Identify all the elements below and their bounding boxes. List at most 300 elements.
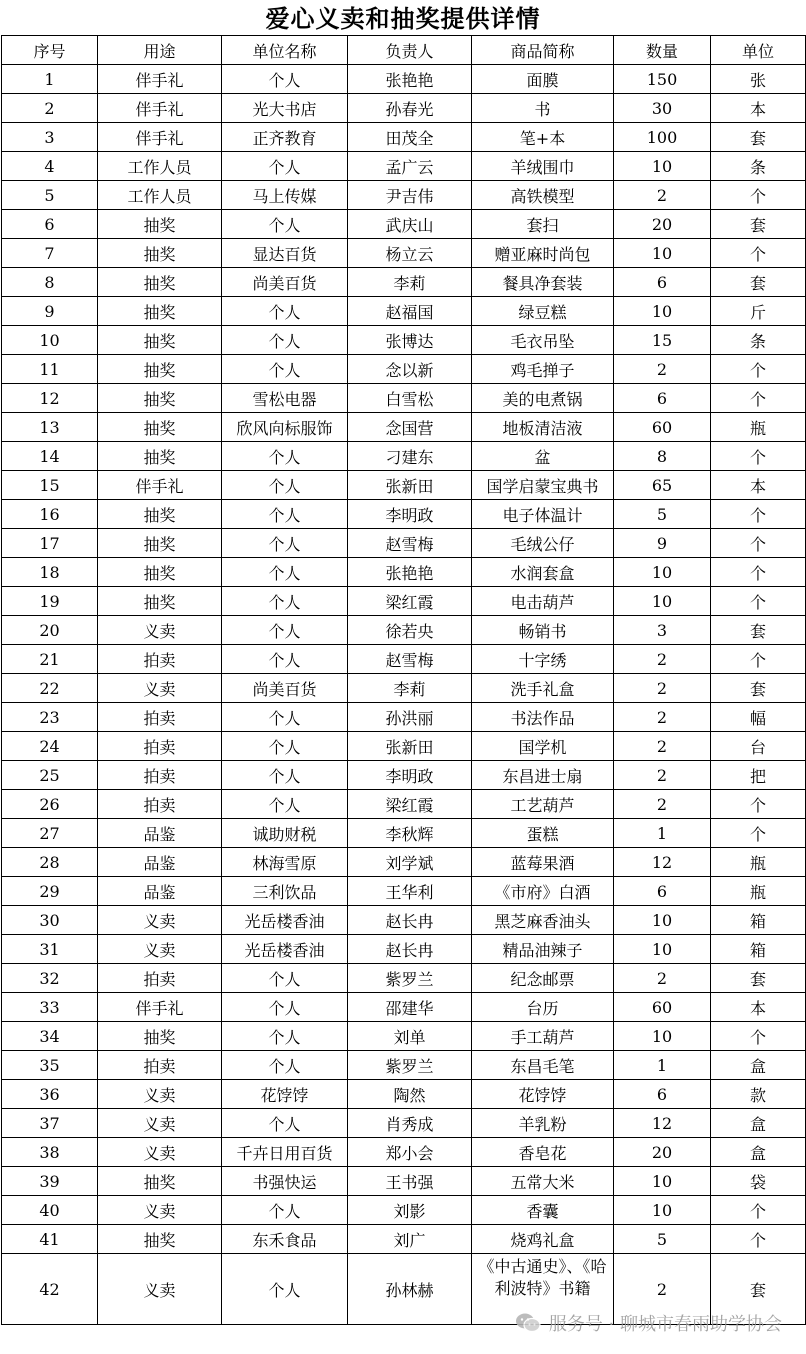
header-cell-measure: 单位 [711,36,806,65]
cell-measure: 个 [711,819,806,848]
cell-person: 赵福国 [348,297,472,326]
cell-measure: 款 [711,1080,806,1109]
cell-person: 李明政 [348,500,472,529]
cell-measure: 台 [711,732,806,761]
cell-usage: 伴手礼 [98,471,222,500]
table-row [2,587,806,616]
watermark [515,1310,782,1336]
table-row [2,268,806,297]
cell-product: 东昌进士扇 [472,761,614,790]
cell-quantity: 2 [614,964,711,993]
cell-seq: 28 [2,848,98,877]
cell-quantity: 15 [614,326,711,355]
cell-person: 白雪松 [348,384,472,413]
table-row [2,181,806,210]
cell-unit-name: 尚美百货 [222,674,348,703]
cell-unit-name: 雪松电器 [222,384,348,413]
cell-person: 赵长冉 [348,935,472,964]
cell-quantity: 2 [614,703,711,732]
cell-unit-name: 个人 [222,558,348,587]
cell-product: 绿豆糕 [472,297,614,326]
cell-quantity: 2 [614,181,711,210]
watermark-text: 服务号 · 聊城市春雨助学协会 [548,1314,782,1335]
cell-quantity: 30 [614,94,711,123]
cell-usage: 抽奖 [98,268,222,297]
cell-usage: 拍卖 [98,790,222,819]
cell-person: 紫罗兰 [348,964,472,993]
cell-person: 田茂全 [348,123,472,152]
cell-quantity: 2 [614,790,711,819]
cell-measure: 套 [711,616,806,645]
cell-seq: 5 [2,181,98,210]
table-row [2,413,806,442]
cell-person: 张新田 [348,471,472,500]
cell-person: 孟广云 [348,152,472,181]
cell-measure: 个 [711,355,806,384]
cell-measure: 瓶 [711,877,806,906]
cell-usage: 抽奖 [98,558,222,587]
cell-product: 羊乳粉 [472,1109,614,1138]
cell-measure: 个 [711,181,806,210]
cell-unit-name: 个人 [222,645,348,674]
cell-quantity: 12 [614,848,711,877]
cell-quantity: 2 [614,645,711,674]
cell-person: 赵长冉 [348,906,472,935]
cell-product: 羊绒围巾 [472,152,614,181]
cell-person: 刘广 [348,1225,472,1254]
cell-unit-name: 个人 [222,761,348,790]
cell-unit-name: 花饽饽 [222,1080,348,1109]
cell-person: 刘单 [348,1022,472,1051]
cell-usage: 拍卖 [98,645,222,674]
cell-unit-name: 三利饮品 [222,877,348,906]
cell-seq: 10 [2,326,98,355]
cell-quantity: 10 [614,1196,711,1225]
cell-seq: 11 [2,355,98,384]
cell-product: 国学机 [472,732,614,761]
cell-person: 尹吉伟 [348,181,472,210]
table-row [2,906,806,935]
cell-product: 洗手礼盒 [472,674,614,703]
cell-usage: 抽奖 [98,500,222,529]
cell-quantity: 2 [614,355,711,384]
cell-usage: 拍卖 [98,964,222,993]
cell-product: 书法作品 [472,703,614,732]
cell-usage: 伴手礼 [98,94,222,123]
table-row [2,1225,806,1254]
cell-person: 孙洪丽 [348,703,472,732]
cell-seq: 12 [2,384,98,413]
table-row [2,239,806,268]
cell-seq: 22 [2,674,98,703]
table-row [2,877,806,906]
cell-measure: 套 [711,964,806,993]
cell-product: 毛衣吊坠 [472,326,614,355]
cell-usage: 品鉴 [98,877,222,906]
cell-usage: 工作人员 [98,181,222,210]
cell-unit-name: 林海雪原 [222,848,348,877]
cell-unit-name: 个人 [222,1254,348,1325]
cell-product: 蛋糕 [472,819,614,848]
cell-quantity: 5 [614,500,711,529]
cell-person: 紫罗兰 [348,1051,472,1080]
cell-seq: 7 [2,239,98,268]
cell-quantity: 20 [614,1138,711,1167]
cell-unit-name: 个人 [222,1051,348,1080]
cell-quantity: 2 [614,761,711,790]
cell-usage: 伴手礼 [98,65,222,94]
table-row [2,94,806,123]
cell-quantity: 2 [614,732,711,761]
cell-person: 李莉 [348,268,472,297]
cell-quantity: 6 [614,1080,711,1109]
cell-quantity: 2 [614,674,711,703]
cell-product: 香囊 [472,1196,614,1225]
cell-seq: 9 [2,297,98,326]
cell-seq: 1 [2,65,98,94]
cell-unit-name: 光大书店 [222,94,348,123]
header-cell-unit-name: 单位名称 [222,36,348,65]
cell-measure: 箱 [711,906,806,935]
cell-usage: 抽奖 [98,1225,222,1254]
cell-person: 李秋辉 [348,819,472,848]
cell-unit-name: 光岳楼香油 [222,906,348,935]
cell-measure: 套 [711,674,806,703]
table-row [2,732,806,761]
cell-seq: 40 [2,1196,98,1225]
cell-usage: 抽奖 [98,1167,222,1196]
cell-measure: 套 [711,210,806,239]
cell-seq: 33 [2,993,98,1022]
cell-measure: 个 [711,442,806,471]
cell-unit-name: 书强快运 [222,1167,348,1196]
cell-seq: 16 [2,500,98,529]
cell-unit-name: 个人 [222,442,348,471]
cell-quantity: 10 [614,239,711,268]
cell-product: 《市府》白酒 [472,877,614,906]
cell-usage: 抽奖 [98,587,222,616]
cell-seq: 32 [2,964,98,993]
table-row [2,1138,806,1167]
table-row [2,1080,806,1109]
cell-product: 纪念邮票 [472,964,614,993]
cell-measure: 盒 [711,1138,806,1167]
cell-seq: 36 [2,1080,98,1109]
cell-seq: 26 [2,790,98,819]
cell-measure: 个 [711,790,806,819]
cell-measure: 盒 [711,1051,806,1080]
cell-person: 赵雪梅 [348,645,472,674]
cell-usage: 抽奖 [98,297,222,326]
cell-measure: 个 [711,645,806,674]
cell-usage: 义卖 [98,935,222,964]
table-row [2,761,806,790]
cell-measure: 个 [711,1022,806,1051]
cell-person: 孙春光 [348,94,472,123]
cell-seq: 2 [2,94,98,123]
cell-person: 李明政 [348,761,472,790]
cell-usage: 品鉴 [98,848,222,877]
cell-person: 徐若央 [348,616,472,645]
cell-product: 电子体温计 [472,500,614,529]
cell-product: 餐具净套装 [472,268,614,297]
cell-person: 郑小会 [348,1138,472,1167]
cell-product: 面膜 [472,65,614,94]
cell-seq: 31 [2,935,98,964]
cell-quantity: 8 [614,442,711,471]
cell-unit-name: 千卉日用百货 [222,1138,348,1167]
cell-seq: 19 [2,587,98,616]
cell-measure: 条 [711,152,806,181]
cell-product: 赠亚麻时尚包 [472,239,614,268]
cell-unit-name: 马上传媒 [222,181,348,210]
cell-usage: 伴手礼 [98,993,222,1022]
table-row [2,384,806,413]
cell-measure: 条 [711,326,806,355]
cell-seq: 14 [2,442,98,471]
cell-usage: 义卖 [98,1138,222,1167]
cell-person: 张艳艳 [348,65,472,94]
cell-seq: 15 [2,471,98,500]
cell-usage: 拍卖 [98,732,222,761]
table-row [2,326,806,355]
cell-measure: 本 [711,94,806,123]
cell-person: 李莉 [348,674,472,703]
cell-quantity: 10 [614,558,711,587]
cell-unit-name: 东禾食品 [222,1225,348,1254]
cell-quantity: 100 [614,123,711,152]
cell-unit-name: 个人 [222,152,348,181]
cell-product: 书 [472,94,614,123]
table-row [2,819,806,848]
cell-quantity: 20 [614,210,711,239]
table-row [2,935,806,964]
cell-product: 电击葫芦 [472,587,614,616]
cell-measure: 个 [711,239,806,268]
cell-seq: 35 [2,1051,98,1080]
cell-unit-name: 个人 [222,732,348,761]
cell-measure: 箱 [711,935,806,964]
cell-quantity: 60 [614,993,711,1022]
cell-quantity: 10 [614,906,711,935]
cell-usage: 义卖 [98,616,222,645]
table-row [2,355,806,384]
cell-seq: 38 [2,1138,98,1167]
cell-measure: 个 [711,558,806,587]
cell-unit-name: 个人 [222,326,348,355]
cell-person: 杨立云 [348,239,472,268]
cell-person: 武庆山 [348,210,472,239]
cell-person: 赵雪梅 [348,529,472,558]
cell-usage: 义卖 [98,1254,222,1325]
cell-usage: 抽奖 [98,442,222,471]
cell-seq: 30 [2,906,98,935]
wechat-icon [515,1312,541,1334]
cell-seq: 41 [2,1225,98,1254]
header-cell-product: 商品简称 [472,36,614,65]
detail-table [1,35,806,1325]
cell-seq: 17 [2,529,98,558]
cell-unit-name: 个人 [222,500,348,529]
cell-person: 张新田 [348,732,472,761]
cell-seq: 34 [2,1022,98,1051]
cell-product: 台历 [472,993,614,1022]
cell-product: 毛绒公仔 [472,529,614,558]
cell-seq: 4 [2,152,98,181]
cell-product: 盆 [472,442,614,471]
cell-usage: 抽奖 [98,529,222,558]
cell-unit-name: 个人 [222,355,348,384]
cell-person: 邵建华 [348,993,472,1022]
cell-product: 套扫 [472,210,614,239]
cell-seq: 23 [2,703,98,732]
cell-product: 十字绣 [472,645,614,674]
cell-measure: 把 [711,761,806,790]
cell-quantity: 2 [614,1254,711,1325]
cell-unit-name: 个人 [222,964,348,993]
cell-product: 东昌毛笔 [472,1051,614,1080]
cell-unit-name: 个人 [222,471,348,500]
cell-product: 地板清洁液 [472,413,614,442]
cell-usage: 义卖 [98,1196,222,1225]
cell-quantity: 6 [614,877,711,906]
cell-product: 花饽饽 [472,1080,614,1109]
cell-usage: 抽奖 [98,239,222,268]
cell-quantity: 60 [614,413,711,442]
cell-measure: 个 [711,1196,806,1225]
cell-unit-name: 光岳楼香油 [222,935,348,964]
table-row [2,1051,806,1080]
cell-measure: 套 [711,1254,806,1325]
cell-measure: 套 [711,123,806,152]
table-body [2,65,806,1325]
table-row [2,297,806,326]
cell-seq: 24 [2,732,98,761]
cell-seq: 6 [2,210,98,239]
cell-product: 香皂花 [472,1138,614,1167]
cell-quantity: 10 [614,935,711,964]
table-row [2,616,806,645]
cell-measure: 套 [711,268,806,297]
page-title: 爱心义卖和抽奖提供详情 [265,4,541,33]
cell-quantity: 10 [614,297,711,326]
cell-measure: 瓶 [711,413,806,442]
table-row [2,1109,806,1138]
table-row [2,848,806,877]
table-row [2,993,806,1022]
table-row [2,1196,806,1225]
cell-product: 《中古通史》、《哈利波特》书籍 [472,1254,614,1325]
cell-unit-name: 个人 [222,210,348,239]
cell-measure: 个 [711,500,806,529]
cell-usage: 义卖 [98,1080,222,1109]
cell-quantity: 10 [614,1167,711,1196]
cell-unit-name: 个人 [222,65,348,94]
cell-product: 手工葫芦 [472,1022,614,1051]
cell-measure: 本 [711,471,806,500]
cell-quantity: 9 [614,529,711,558]
header-cell-quantity: 数量 [614,36,711,65]
cell-measure: 个 [711,1225,806,1254]
cell-seq: 42 [2,1254,98,1325]
cell-quantity: 6 [614,384,711,413]
cell-product: 精品油辣子 [472,935,614,964]
cell-product: 高铁模型 [472,181,614,210]
cell-person: 陶然 [348,1080,472,1109]
cell-person: 张博达 [348,326,472,355]
cell-seq: 21 [2,645,98,674]
cell-usage: 抽奖 [98,413,222,442]
table-row [2,645,806,674]
cell-product: 蓝莓果酒 [472,848,614,877]
cell-measure: 斤 [711,297,806,326]
cell-usage: 抽奖 [98,355,222,384]
cell-product: 工艺葫芦 [472,790,614,819]
cell-seq: 20 [2,616,98,645]
cell-product: 黑芝麻香油头 [472,906,614,935]
cell-product: 五常大米 [472,1167,614,1196]
cell-unit-name: 个人 [222,297,348,326]
cell-unit-name: 正齐教育 [222,123,348,152]
cell-person: 念以新 [348,355,472,384]
cell-product: 畅销书 [472,616,614,645]
cell-person: 王书强 [348,1167,472,1196]
cell-measure: 个 [711,587,806,616]
cell-measure: 个 [711,529,806,558]
cell-quantity: 10 [614,587,711,616]
cell-product: 美的电煮锅 [472,384,614,413]
header-cell-seq: 序号 [2,36,98,65]
cell-unit-name: 个人 [222,790,348,819]
table-row [2,790,806,819]
header-row [2,36,806,65]
cell-person: 梁红霞 [348,790,472,819]
table-row [2,500,806,529]
cell-seq: 13 [2,413,98,442]
cell-quantity: 65 [614,471,711,500]
cell-unit-name: 尚美百货 [222,268,348,297]
cell-usage: 品鉴 [98,819,222,848]
table-row [2,703,806,732]
cell-quantity: 12 [614,1109,711,1138]
cell-usage: 义卖 [98,906,222,935]
cell-person: 刘学斌 [348,848,472,877]
cell-unit-name: 个人 [222,587,348,616]
cell-quantity: 6 [614,268,711,297]
cell-usage: 抽奖 [98,384,222,413]
cell-measure: 个 [711,384,806,413]
cell-product: 烧鸡礼盒 [472,1225,614,1254]
cell-product: 水润套盒 [472,558,614,587]
cell-unit-name: 显达百货 [222,239,348,268]
cell-person: 刘影 [348,1196,472,1225]
cell-quantity: 1 [614,1051,711,1080]
cell-usage: 义卖 [98,1109,222,1138]
cell-usage: 伴手礼 [98,123,222,152]
cell-person: 张艳艳 [348,558,472,587]
table-row [2,471,806,500]
cell-person: 王华利 [348,877,472,906]
cell-measure: 本 [711,993,806,1022]
cell-unit-name: 个人 [222,1196,348,1225]
cell-quantity: 1 [614,819,711,848]
table-row [2,152,806,181]
header-cell-usage: 用途 [98,36,222,65]
cell-seq: 27 [2,819,98,848]
cell-seq: 8 [2,268,98,297]
cell-usage: 抽奖 [98,1022,222,1051]
cell-person: 孙林赫 [348,1254,472,1325]
